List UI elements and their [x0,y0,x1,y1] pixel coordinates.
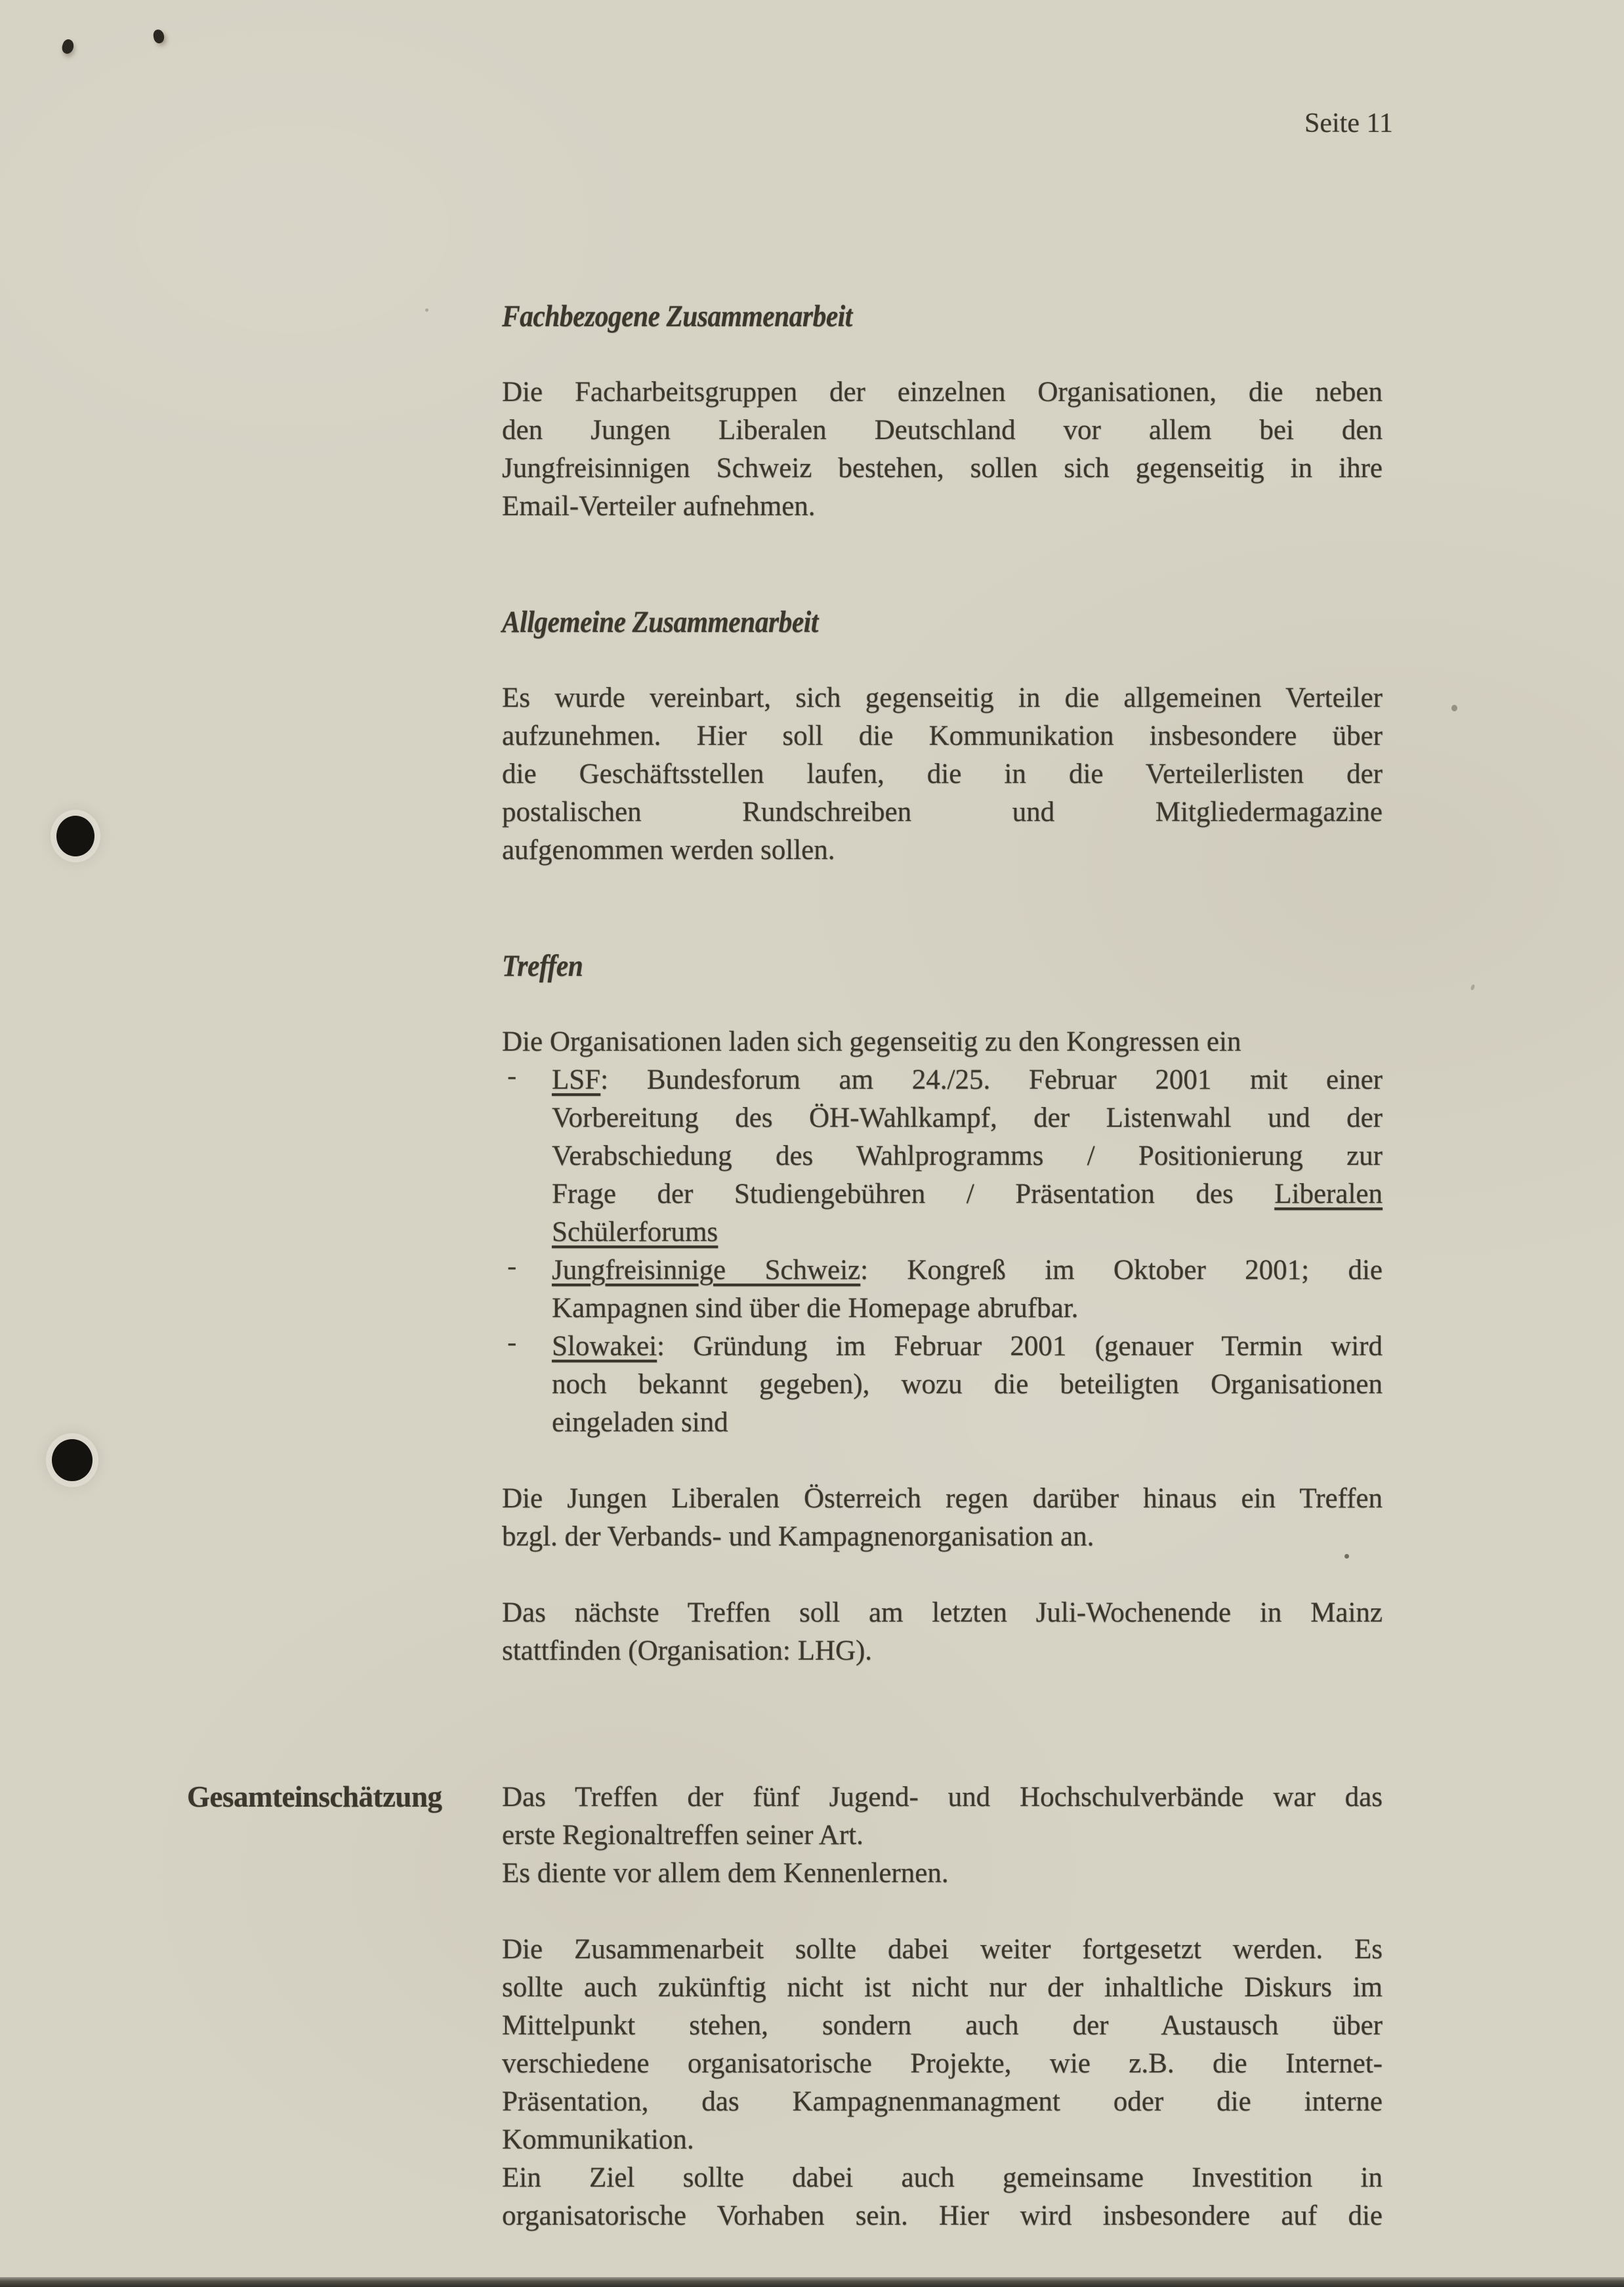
scan-speck [425,308,428,312]
text-line: Schülerforums [552,1217,718,1248]
punch-hole [56,816,94,856]
text-line: Präsentation, das Kampagnenmanagment oder die interne [502,2086,1383,2117]
text-line: postalischen Rundschreiben und Mitgliedermagazine [502,797,1383,828]
text-line: Die Organisationen laden sich gegenseitig zu den Kongressen ein [502,1026,1241,1057]
text-line: Slowakei: Gründung im Februar 2001 (genauer Termin wird [552,1331,1383,1362]
section-heading [502,947,1383,985]
text-line: eingeladen sind [552,1407,728,1438]
text-line: Jungfreisinnige Schweiz: Kongreß im Oktober 2001; die [552,1255,1383,1286]
list-item [502,1061,1383,1251]
text-line: Treffen [502,949,583,983]
section-heading [502,603,1383,641]
text-line: Es diente vor allem dem Kennenlernen. [502,1858,949,1889]
text-line: Das nächste Treffen soll am letzten Juli-Wochenende in Mainz [502,1597,1383,1628]
text-line: Die Zusammenarbeit sollte dabei weiter fortgesetzt werden. Es [502,1934,1383,1965]
list-bullet: - [507,1060,517,1091]
margin-label: Gesamteinschätzung [187,1780,442,1813]
labeled-paragraph [187,1778,1383,1893]
text-line: Die Facharbeitsgruppen der einzelnen Organisationen, die neben [502,377,1383,408]
scan-speck [1451,705,1457,711]
text-line: Email-Verteiler aufnehmen. [502,491,816,522]
paragraph [502,1023,1383,1061]
text-line: Kampagnen sind über die Homepage abrufbar. [552,1293,1079,1324]
text-line: Verabschiedung des Wahlprogramms / Positionierung zur [552,1141,1383,1171]
text-line: Es wurde vereinbart, sich gegenseitig in die allgemeinen Verteiler [502,682,1383,713]
text-line: sollte auch zukünftig nicht ist nicht nur der inhaltliche Diskurs im [502,1972,1383,2003]
text-line: aufgenommen werden sollen. [502,835,835,866]
paragraph [502,679,1383,870]
text-line: Das Treffen der fünf Jugend- und Hochschulverbände war das [502,1782,1383,1813]
text-line: Kommunikation. [502,2124,694,2155]
list-item [502,1251,1383,1328]
text-line: erste Regionaltreffen seiner Art. [502,1820,864,1851]
text-line: Jungfreisinnigen Schweiz bestehen, sollen sich gegenseitig in ihre [502,453,1383,484]
punch-hole [52,1439,93,1481]
section-heading [502,297,1383,335]
text-line: stattfinden (Organisation: LHG). [502,1635,873,1666]
staple-mark [60,38,75,55]
text-line: Vorbereitung des ÖH-Wahlkampf, der Listenwahl und der [552,1102,1383,1133]
text-line: bzgl. der Verbands- und Kampagnenorganisation an. [502,1521,1094,1552]
text-line: den Jungen Liberalen Deutschland vor allem bei den [502,415,1383,446]
paragraph [502,1594,1383,1670]
text-line: die Geschäftsstellen laufen, die in die Verteilerlisten der [502,759,1383,789]
page-number: Seite 11 [1304,108,1393,138]
text-line: aufzunehmen. Hier soll die Kommunikation insbesondere über [502,721,1383,751]
paragraph [502,1931,1383,2235]
text-line: Fachbezogene Zusammenarbeit [502,299,852,333]
list-bullet: - [507,1327,517,1358]
text-line: Allgemeine Zusammenarbeit [502,605,818,639]
text-line: noch bekannt gegeben), wozu die beteiligten Organisationen [552,1369,1383,1400]
text-line: organisatorische Vorhaben sein. Hier wird insbesondere auf die [502,2200,1383,2231]
text-line: LSF: Bundesforum am 24./25. Februar 2001 mit einer [552,1064,1383,1095]
scanner-edge-shadow [0,2277,1624,2287]
paragraph [502,1480,1383,1556]
text-line: Die Jungen Liberalen Österreich regen darüber hinaus ein Treffen [502,1483,1383,1514]
staple-mark [153,29,165,44]
text-line: verschiedene organisatorische Projekte, wie z.B. die Internet- [502,2048,1383,2079]
scan-speck [1470,984,1476,990]
text-line: Frage der Studiengebühren / Präsentation des Liberalen [552,1179,1383,1209]
text-line: Ein Ziel sollte dabei auch gemeinsame Investition in [502,2162,1383,2193]
list-bullet: - [507,1251,517,1282]
scan-speck [1344,1554,1349,1559]
paragraph [502,373,1383,526]
document-column [187,0,1383,2235]
text-line: Mittelpunkt stehen, sondern auch der Austausch über [502,2010,1383,2041]
list-item [502,1328,1383,1442]
